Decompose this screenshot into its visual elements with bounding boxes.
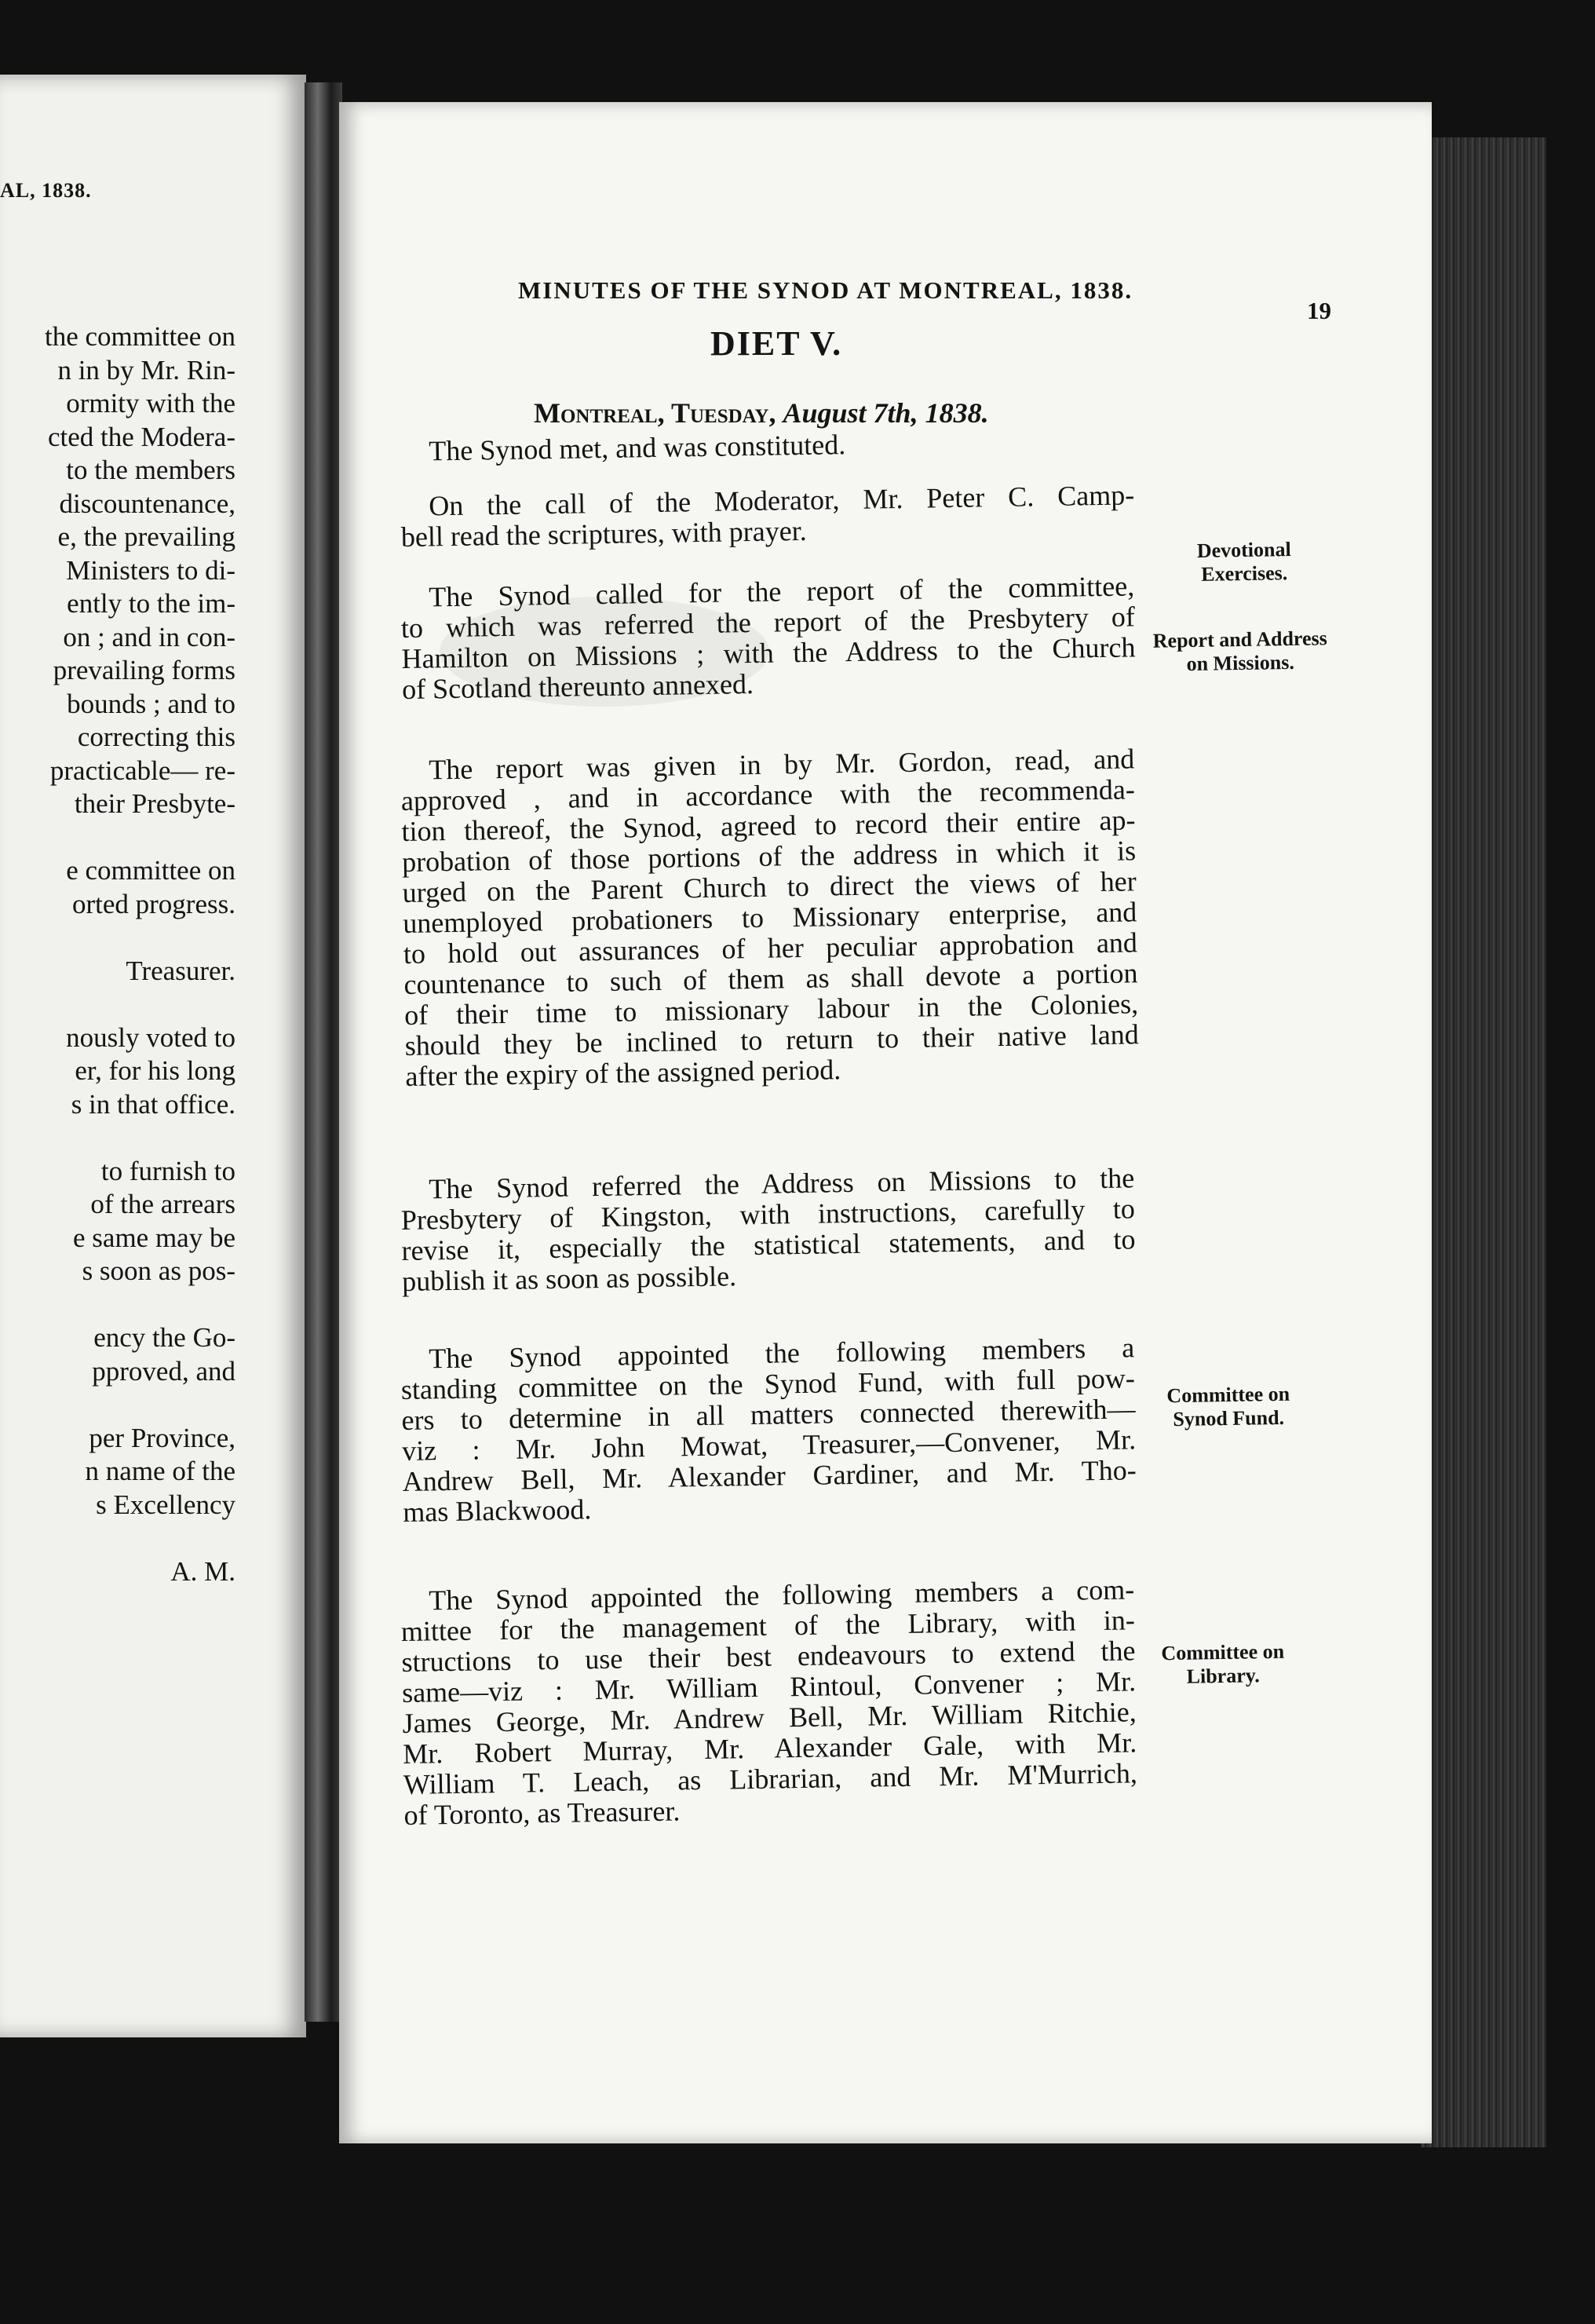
paragraph-line: of Scotland thereunto annexed. bbox=[401, 667, 754, 705]
page-edges bbox=[1421, 137, 1546, 2147]
paragraph-line: James George, Mr. Andrew Bell, Mr. William Ritchie, bbox=[402, 1696, 1137, 1739]
paragraph-line: The report was given in by Mr. Gordon, read, and bbox=[428, 743, 1135, 786]
left-page-line: A. M. bbox=[170, 1555, 235, 1587]
place-date-line bbox=[534, 396, 1099, 429]
left-page-line: e committee on bbox=[66, 855, 235, 886]
left-page-line: er, for his long bbox=[75, 1055, 235, 1086]
left-page-line: prevailing forms bbox=[53, 655, 235, 685]
left-page-line: e same may be bbox=[73, 1222, 235, 1253]
paragraph-line: viz : Mr. John Mowat, Treasurer,—Convener, Mr. bbox=[401, 1423, 1137, 1467]
paragraph-report-given bbox=[400, 744, 1140, 1092]
paragraph-line: countenance to such of them as shall devote a portion bbox=[403, 957, 1138, 1000]
paragraph-synod-fund bbox=[400, 1332, 1137, 1528]
left-page-line: nously voted to bbox=[66, 1021, 235, 1053]
paragraph-line: mittee for the management of the Library, with in- bbox=[400, 1604, 1136, 1647]
left-page-line: practicable— re- bbox=[49, 755, 235, 786]
paragraph-line: unemployed probationers to Missionary enterprise, and bbox=[403, 896, 1137, 939]
date: August 7th, 1838. bbox=[783, 397, 989, 429]
paragraph-line: The Synod appointed the following members a bbox=[428, 1332, 1135, 1375]
left-page-line: n in by Mr. Rin- bbox=[57, 354, 235, 386]
paragraph-line: urged on the Parent Church to direct the views of her bbox=[402, 865, 1137, 908]
margin-note-missions: Report and Address on Missions. bbox=[1152, 627, 1327, 676]
left-page-line: to the members bbox=[66, 455, 235, 485]
paragraph-line: to hold out assurances of her peculiar approbation and bbox=[403, 926, 1138, 970]
paragraph-report-called bbox=[400, 571, 1136, 705]
left-page-line: cted the Modera- bbox=[47, 421, 235, 452]
left-page-line: Treasurer. bbox=[126, 955, 235, 986]
paragraph-line: should they be inclined to return to their native land bbox=[404, 1018, 1140, 1062]
paragraph-line: The Synod appointed the following members a com- bbox=[428, 1573, 1135, 1617]
paragraph-line: revise it, especially the statistical statements, and to bbox=[401, 1223, 1136, 1266]
paragraph-line: bell read the scriptures, with prayer. bbox=[400, 514, 807, 553]
left-page-line: correcting this bbox=[77, 722, 235, 752]
paragraph-line: publish it as soon as possible. bbox=[401, 1260, 737, 1297]
paragraph-line: On the call of the Moderator, Mr. Peter C. Camp- bbox=[428, 479, 1135, 522]
left-page-line: orted progress. bbox=[71, 888, 235, 919]
left-page-line: per Province, bbox=[89, 1422, 235, 1453]
left-page-line: Ministers to di- bbox=[66, 554, 235, 586]
left-page-line: s in that office. bbox=[71, 1088, 235, 1120]
paragraph-line: Andrew Bell, Mr. Alexander Gardiner, and Mr. Tho- bbox=[402, 1454, 1137, 1497]
paragraph-line: Mr. Robert Murray, Mr. Alexander Gale, with Mr. bbox=[403, 1727, 1137, 1770]
left-page-line: discountenance, bbox=[59, 488, 235, 519]
margin-note-devotional: Devotional Exercises. bbox=[1196, 538, 1291, 586]
paragraph-line: William T. Leach, as Librarian, and Mr. M'Murrich, bbox=[403, 1757, 1138, 1800]
paragraph-line: ers to determine in all matters connected therewith— bbox=[401, 1393, 1136, 1436]
margin-note-synod-fund: Committee on Synod Fund. bbox=[1166, 1382, 1290, 1431]
book-gutter bbox=[305, 82, 342, 2022]
paragraph-line: Hamilton on Missions ; with the Address to the Church bbox=[401, 631, 1136, 674]
paragraph-line: The Synod called for the report of the committee, bbox=[428, 570, 1135, 613]
paragraph-line: standing committee on the Synod Fund, with full pow- bbox=[400, 1362, 1136, 1405]
left-page-line: on ; and in con- bbox=[63, 621, 235, 652]
left-page-line: their Presbyte- bbox=[74, 788, 235, 819]
left-page-line: the committee on bbox=[45, 321, 235, 352]
left-page-line: s soon as pos- bbox=[82, 1255, 235, 1286]
left-page-line: of the arrears bbox=[90, 1189, 235, 1219]
place: Montreal, Tuesday, bbox=[534, 397, 783, 429]
running-head: MINUTES OF THE SYNOD AT MONTREAL, 1838. bbox=[518, 276, 1133, 304]
paragraph-line: The Synod met, and was constituted. bbox=[428, 429, 846, 467]
page-number: 19 bbox=[1307, 297, 1331, 324]
left-page-line: pproved, and bbox=[92, 1355, 235, 1387]
paragraph-line: approved , and in accordance with the recommenda- bbox=[400, 773, 1136, 817]
paragraph-line: structions to use their best endeavours to extend the bbox=[401, 1635, 1136, 1678]
paragraph-line: of their time to missionary labour in the Colonies, bbox=[403, 988, 1139, 1031]
paragraph-line: mas Blackwood. bbox=[403, 1493, 592, 1528]
left-page-line: bounds ; and to bbox=[67, 688, 235, 719]
left-page-line: n name of the bbox=[85, 1456, 235, 1486]
paragraph-line: same—viz : Mr. William Rintoul, Convener ; Mr. bbox=[401, 1665, 1137, 1708]
left-page-line: ently to the im- bbox=[67, 588, 235, 619]
left-page-line: ormity with the bbox=[66, 388, 235, 418]
paragraph-devotional bbox=[400, 480, 1135, 553]
paragraph-line: of Toronto, as Treasurer. bbox=[403, 1795, 681, 1831]
section-title: DIET V. bbox=[710, 324, 843, 363]
left-page-line: to furnish to bbox=[100, 1155, 235, 1186]
margin-note-library: Committee on Library. bbox=[1161, 1639, 1285, 1688]
paragraph-line: The Synod referred the Address on Missions to the bbox=[428, 1162, 1135, 1205]
paragraph-line: after the expiry of the assigned period. bbox=[405, 1054, 841, 1092]
left-running-head: AL, 1838. bbox=[0, 179, 92, 202]
paragraph-line: to which was referred the report of the Presbytery of bbox=[400, 601, 1136, 644]
paragraph-library bbox=[400, 1574, 1138, 1831]
paragraph-line: probation of those portions of the address in which it is bbox=[401, 835, 1137, 878]
paragraph-address-referred bbox=[400, 1163, 1136, 1297]
paragraph-line: Presbytery of Kingston, with instructions, carefully to bbox=[400, 1193, 1136, 1236]
left-page-line: ency the Go- bbox=[93, 1322, 235, 1353]
left-page-line: e, the prevailing bbox=[57, 521, 235, 552]
paragraph-line: tion thereof, the Synod, agreed to record their entire ap- bbox=[401, 804, 1136, 847]
left-page-line: s Excellency bbox=[96, 1489, 235, 1520]
